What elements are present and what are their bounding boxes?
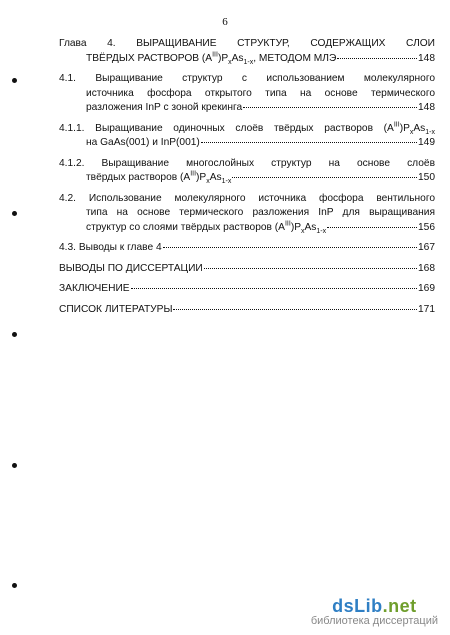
toc-text-part: )P xyxy=(217,52,229,64)
dslib-watermark xyxy=(311,596,438,627)
toc-text-part: III xyxy=(393,121,400,129)
toc-text-part: x xyxy=(206,178,210,186)
toc-line xyxy=(59,53,435,68)
toc-text-part: x xyxy=(228,58,232,66)
watermark-logo-part1: dsLib xyxy=(332,596,383,616)
toc-text-part: As xyxy=(231,52,244,64)
toc-entry-text xyxy=(59,242,162,253)
margin-mark xyxy=(12,583,17,588)
toc-entry-text xyxy=(86,137,200,148)
watermark-logo xyxy=(311,596,438,617)
toc-line xyxy=(59,73,435,88)
margin-mark xyxy=(12,211,17,216)
toc-leader-dots xyxy=(337,58,417,59)
toc-text-part: 4.2. Использование молекулярного источника фосфора вентильного xyxy=(59,192,435,204)
toc-line xyxy=(59,137,435,152)
toc-text-part: III xyxy=(284,220,291,228)
toc-line xyxy=(59,263,435,278)
toc-line xyxy=(59,158,435,173)
toc-text-part: , МЕТОДОМ МЛЭ xyxy=(253,52,337,64)
margin-mark xyxy=(12,78,17,83)
toc-line xyxy=(59,38,435,53)
toc-entry-text xyxy=(59,283,130,294)
toc-text-part: твёрдых растворов (A xyxy=(86,172,191,183)
toc-text-part: 1-x xyxy=(425,128,435,136)
toc-entry-text xyxy=(59,263,203,274)
toc-entry-text xyxy=(59,123,435,134)
toc-leader-dots xyxy=(173,309,417,310)
toc-entry-text xyxy=(86,170,232,186)
toc-entry-text xyxy=(59,73,435,84)
toc-text-part: 4.1. Выращивание структур с использованием молекулярного xyxy=(59,73,435,84)
toc-leader-dots xyxy=(327,227,417,228)
toc-leader-dots xyxy=(201,142,417,143)
toc-page-number: 171 xyxy=(418,303,435,315)
toc-text-part: 4.1.2. Выращивание многослойных структур на основе слоёв xyxy=(59,157,435,169)
watermark-caption: библиотека диссертаций xyxy=(310,615,438,627)
toc-text-part: III xyxy=(190,170,197,178)
toc-page-number: 148 xyxy=(418,52,435,64)
toc-entry-text xyxy=(59,38,435,49)
toc-entry-text xyxy=(59,193,435,204)
toc-text-part: разложения InP с зоной крекинга xyxy=(86,102,243,113)
toc-text-part: Глава 4. ВЫРАЩИВАНИЕ СТРУКТУР, СОДЕРЖАЩИХ СЛОИ xyxy=(59,38,435,49)
toc-leader-dots xyxy=(204,268,417,269)
toc-page-number: 149 xyxy=(418,137,435,148)
margin-mark xyxy=(12,463,17,468)
toc-line xyxy=(59,304,435,319)
toc-text-part: ВЫВОДЫ ПО ДИССЕРТАЦИИ xyxy=(59,262,203,274)
toc-text-part: )P xyxy=(399,122,410,134)
toc-line xyxy=(59,102,435,117)
toc-text-part: СПИСОК ЛИТЕРАТУРЫ xyxy=(59,303,173,315)
toc-leader-dots xyxy=(163,247,417,248)
toc-line xyxy=(59,123,435,138)
toc-entry-text xyxy=(59,304,172,315)
toc-entry-text xyxy=(86,102,242,113)
page-number: 6 xyxy=(222,16,228,28)
toc-text-part: III xyxy=(212,51,218,59)
toc-entry-text xyxy=(86,53,336,64)
toc-text-part: ТВЁРДЫХ РАСТВОРОВ (A xyxy=(86,52,213,64)
toc-text-part: 1-x xyxy=(243,58,254,66)
toc-page-number: 156 xyxy=(418,221,435,233)
toc-text-part: x xyxy=(301,227,305,235)
toc-line xyxy=(59,207,435,222)
toc-text-part: на GaAs(001) и InP(001) xyxy=(86,137,200,148)
margin-mark xyxy=(12,332,17,337)
toc-text-part: )P xyxy=(290,221,302,233)
toc-text-part: структур со слоями твёрдых растворов (A xyxy=(86,221,285,233)
toc-page-number: 169 xyxy=(418,283,435,294)
toc-text-part: )P xyxy=(196,172,207,183)
toc-leader-dots xyxy=(232,177,417,178)
toc-line xyxy=(59,193,435,208)
toc-line xyxy=(59,242,435,257)
table-of-contents xyxy=(59,38,435,318)
toc-line xyxy=(59,88,435,103)
toc-entry-text xyxy=(59,158,435,169)
toc-text-part: типа на основе термического разложения InP для выращивания xyxy=(86,207,435,218)
toc-page-number: 168 xyxy=(418,262,435,274)
toc-leader-dots xyxy=(243,107,417,108)
toc-page-number: 148 xyxy=(418,102,435,113)
toc-leader-dots xyxy=(131,288,417,289)
toc-text-part: x xyxy=(409,128,414,136)
watermark-logo-part2: .net xyxy=(382,596,417,616)
toc-text-part: 1-x xyxy=(316,227,327,235)
toc-page-number: 167 xyxy=(418,242,435,253)
toc-text-part: As xyxy=(304,221,317,233)
toc-text-part: ЗАКЛЮЧЕНИЕ xyxy=(59,283,130,294)
toc-text-part: 4.3. Выводы к главе 4 xyxy=(59,242,162,253)
toc-entry-text xyxy=(86,222,326,233)
toc-text-part: As xyxy=(413,122,426,134)
toc-line xyxy=(59,172,435,187)
toc-text-part: 4.1.1. Выращивание одиночных слоёв твёрдых растворов (A xyxy=(59,122,394,134)
toc-line xyxy=(59,222,435,237)
toc-entry-text xyxy=(86,207,435,218)
toc-text-part: источника фосфора открытого типа на основе термического xyxy=(86,87,435,99)
toc-text-part: 1-x xyxy=(221,178,232,186)
toc-entry-text xyxy=(86,88,435,99)
toc-page-number: 150 xyxy=(418,172,435,183)
toc-text-part: As xyxy=(209,172,222,183)
toc-line xyxy=(59,283,435,298)
